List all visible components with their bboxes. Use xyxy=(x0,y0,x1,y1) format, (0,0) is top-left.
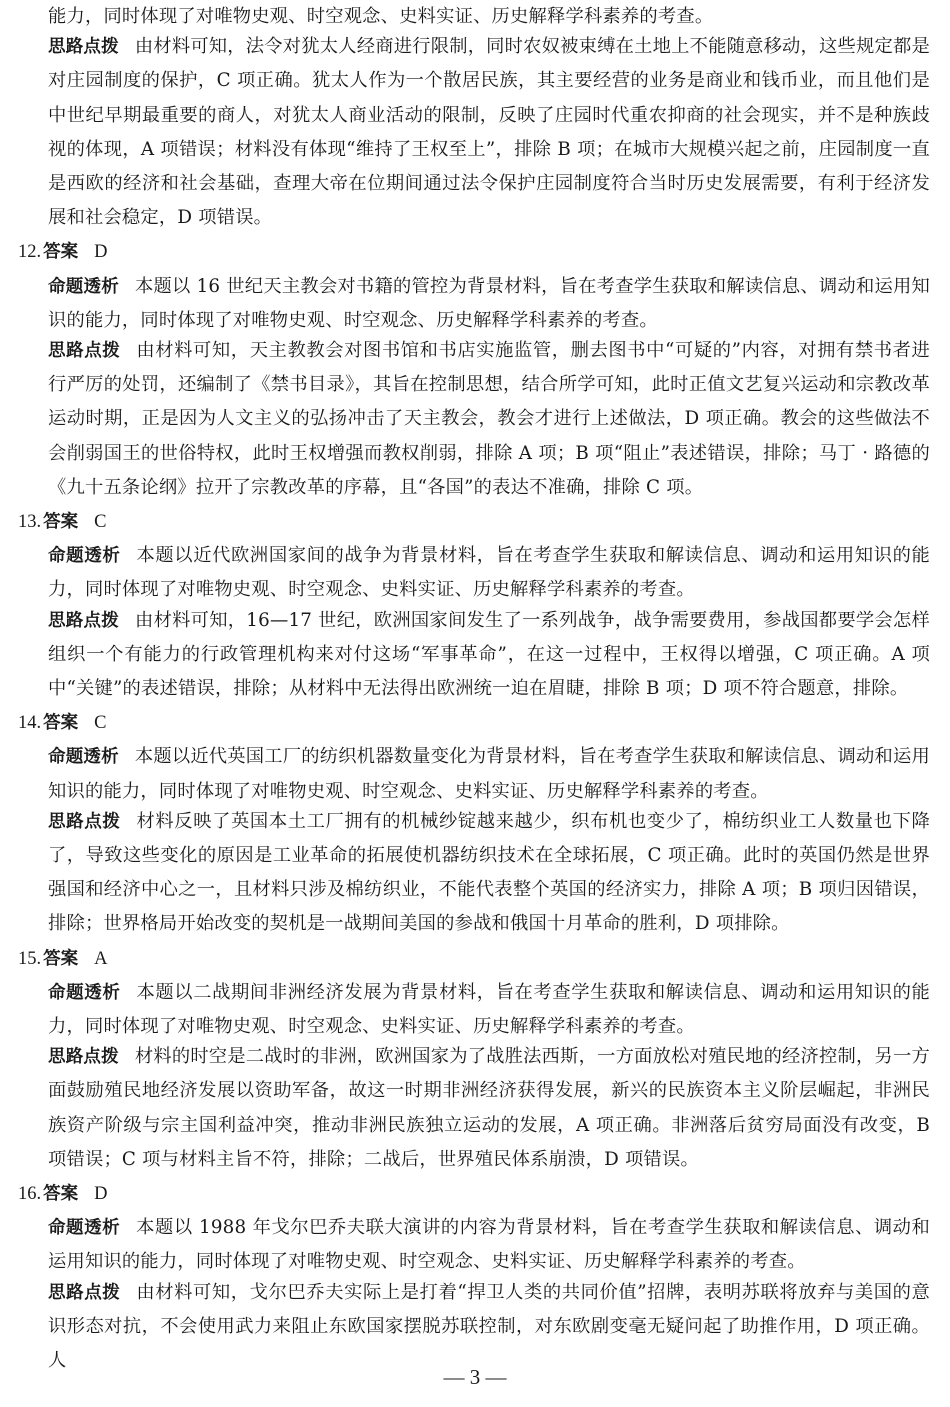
analysis-label: 命题透析 xyxy=(48,747,119,768)
hint-label: 思路点拨 xyxy=(48,37,119,58)
answer-choice: D xyxy=(94,242,108,263)
analysis-label: 命题透析 xyxy=(48,1218,121,1239)
q13-answer-line xyxy=(18,505,930,539)
answer-label: 答案 xyxy=(43,948,79,969)
answer-label: 答案 xyxy=(43,1184,79,1205)
q16-analysis xyxy=(18,1211,930,1279)
q14-answer-line xyxy=(18,706,930,740)
hint-label: 思路点拨 xyxy=(48,341,121,362)
q12-hint-text: 由材料可知，天主教教会对图书馆和书店实施监管，删去图书中“可疑的”内容，对拥有禁书者进行严厉的处罚，还编制了《禁书目录》，其旨在控制思想，结合所学可知，此时正值文艺复兴运动和宗教改革运动时期，正是因为人文主义的弘扬冲击了天主教会，教会才进行上述做法，D 项正确。教会的这些做法不会削弱国王的世俗特权，此时王权增强而教权削弱，排除 A 项；B 项“阻止”表述错误，排除；马丁 · 路德的《九十五条论纲》拉开了宗教改革的序幕，且“各国”的表达不准确，排除 C 项。 xyxy=(48,340,930,498)
answer-label: 答案 xyxy=(43,713,79,734)
q16-hint-text: 由材料可知，戈尔巴乔夫实际上是打着“捍卫人类的共同价值”招牌，表明苏联将放弃与美国的意识形态对抗，不会使用武力来阻止东欧国家摆脱苏联控制，对东欧剧变毫无疑问起了助推作用，D 项正确。人 xyxy=(48,1281,930,1372)
hint-label: 思路点拨 xyxy=(48,1282,121,1303)
answer-choice: C xyxy=(94,713,107,734)
q16-analysis-text: 本题以 1988 年戈尔巴乔夫联大演讲的内容为背景材料，旨在考查学生获取和解读信息、调动和运用知识的能力，同时体现了对唯物史观、时空观念、史料实证、历史解释学科素养的考查。 xyxy=(48,1217,930,1273)
q15-answer-line xyxy=(18,942,930,976)
answer-label: 答案 xyxy=(43,242,79,263)
question-14 xyxy=(18,706,930,941)
question-number: 14. xyxy=(18,713,42,734)
question-13 xyxy=(18,505,930,706)
q14-hint-text: 材料反映了英国本土工厂拥有的机械纱锭越来越少，织布机也变少了，棉纺织业工人数量也下降了，导致这些变化的原因是工业革命的拓展使机器纺织技术在全球拓展，C 项正确。此时的英国仍然是世界强国和经济中心之一，且材料只涉及棉纺织业，不能代表整个英国的经济实力，排除 A 项；B 项归因错误，排除；世界格局开始改变的契机是一战期间美国的参战和俄国十月革命的胜利，D 项排除。 xyxy=(48,810,930,935)
question-12 xyxy=(18,235,930,505)
question-16 xyxy=(18,1177,930,1378)
q15-hint-text: 材料的时空是二战时的非洲，欧洲国家为了战胜法西斯，一方面放松对殖民地的经济控制，另一方面鼓励殖民地经济发展以资助军备，故这一时期非洲经济获得发展，新兴的民族资本主义阶层崛起，非洲民族资产阶级与宗主国利益冲突，推动非洲民族独立运动的发展，A 项正确。非洲落后贫穷局面没有改变，B 项错误；C 项与材料主旨不符，排除；二战后，世界殖民体系崩溃，D 项错误。 xyxy=(48,1046,930,1170)
question-number: 13. xyxy=(18,512,42,533)
q14-analysis-text: 本题以近代英国工厂的纺织机器数量变化为背景材料，旨在考查学生获取和解读信息、调动和运用知识的能力，同时体现了对唯物史观、时空观念、史料实证、历史解释学科素养的考查。 xyxy=(48,746,930,802)
q14-hint xyxy=(18,805,930,942)
answer-choice: D xyxy=(94,1184,108,1205)
analysis-label: 命题透析 xyxy=(48,546,121,567)
q12-analysis xyxy=(18,270,930,338)
analysis-label: 命题透析 xyxy=(48,982,121,1003)
answer-key-page xyxy=(18,0,930,1378)
q13-analysis-text: 本题以近代欧洲国家间的战争为背景材料，旨在考查学生获取和解读信息、调动和运用知识的能力，同时体现了对唯物史观、时空观念、史料实证、历史解释学科素养的考查。 xyxy=(48,545,930,601)
question-number: 15. xyxy=(18,948,42,969)
q13-hint-text: 由材料可知，16—17 世纪，欧洲国家间发生了一系列战争，战争需要费用，参战国都要学会怎样组织一个有能力的行政管理机构来对付这场“军事革命”，在这一过程中，王权得以增强，C 项正确。A 项中“关键”的表述错误，排除；从材料中无法得出欧洲统一迫在眉睫，排除 B 项；D 项不符合题意，排除。 xyxy=(48,609,930,700)
answer-choice: A xyxy=(94,948,108,969)
q11-analysis-tail-text: 能力，同时体现了对唯物史观、时空观念、史料实证、历史解释学科素养的考查。 xyxy=(48,6,714,27)
question-number: 16. xyxy=(18,1184,42,1205)
analysis-label: 命题透析 xyxy=(48,276,119,297)
q14-analysis xyxy=(18,740,930,808)
page-number: — 3 — xyxy=(443,1365,507,1389)
question-15 xyxy=(18,942,930,1177)
q13-hint xyxy=(18,604,930,707)
answer-label: 答案 xyxy=(43,512,79,533)
q11-analysis-tail xyxy=(18,0,930,34)
hint-label: 思路点拨 xyxy=(48,1047,119,1068)
q15-analysis xyxy=(18,976,930,1044)
q12-hint xyxy=(18,334,930,505)
q16-answer-line xyxy=(18,1177,930,1211)
q11-hint xyxy=(18,30,930,235)
q12-answer-line xyxy=(18,235,930,269)
hint-label: 思路点拨 xyxy=(48,811,121,832)
answer-choice: C xyxy=(94,512,107,533)
q13-analysis xyxy=(18,539,930,607)
q12-analysis-text: 本题以 16 世纪天主教会对书籍的管控为背景材料，旨在考查学生获取和解读信息、调动和运用知识的能力，同时体现了对唯物史观、时空观念、历史解释学科素养的考查。 xyxy=(48,275,930,331)
q15-hint xyxy=(18,1040,930,1177)
question-number: 12. xyxy=(18,242,42,263)
q11-hint-text: 由材料可知，法令对犹太人经商进行限制，同时农奴被束缚在土地上不能随意移动，这些规定都是对庄园制度的保护，C 项正确。犹太人作为一个散居民族，其主要经营的业务是商业和钱币业，而且他们是中世纪早期最重要的商人，对犹太人商业活动的限制，反映了庄园时代重农抑商的社会现实，并不是种族歧视的体现，A 项错误；材料没有体现“维持了王权至上”，排除 B 项；在城市大规模兴起之前，庄园制度一直是西欧的经济和社会基础，查理大帝在位期间通过法令保护庄园制度符合当时历史发展需要，有利于经济发展和社会稳定，D 项错误。 xyxy=(48,36,930,229)
hint-label: 思路点拨 xyxy=(48,610,120,631)
q15-analysis-text: 本题以二战期间非洲经济发展为背景材料，旨在考查学生获取和解读信息、调动和运用知识的能力，同时体现了对唯物史观、时空观念、史料实证、历史解释学科素养的考查。 xyxy=(48,981,930,1038)
